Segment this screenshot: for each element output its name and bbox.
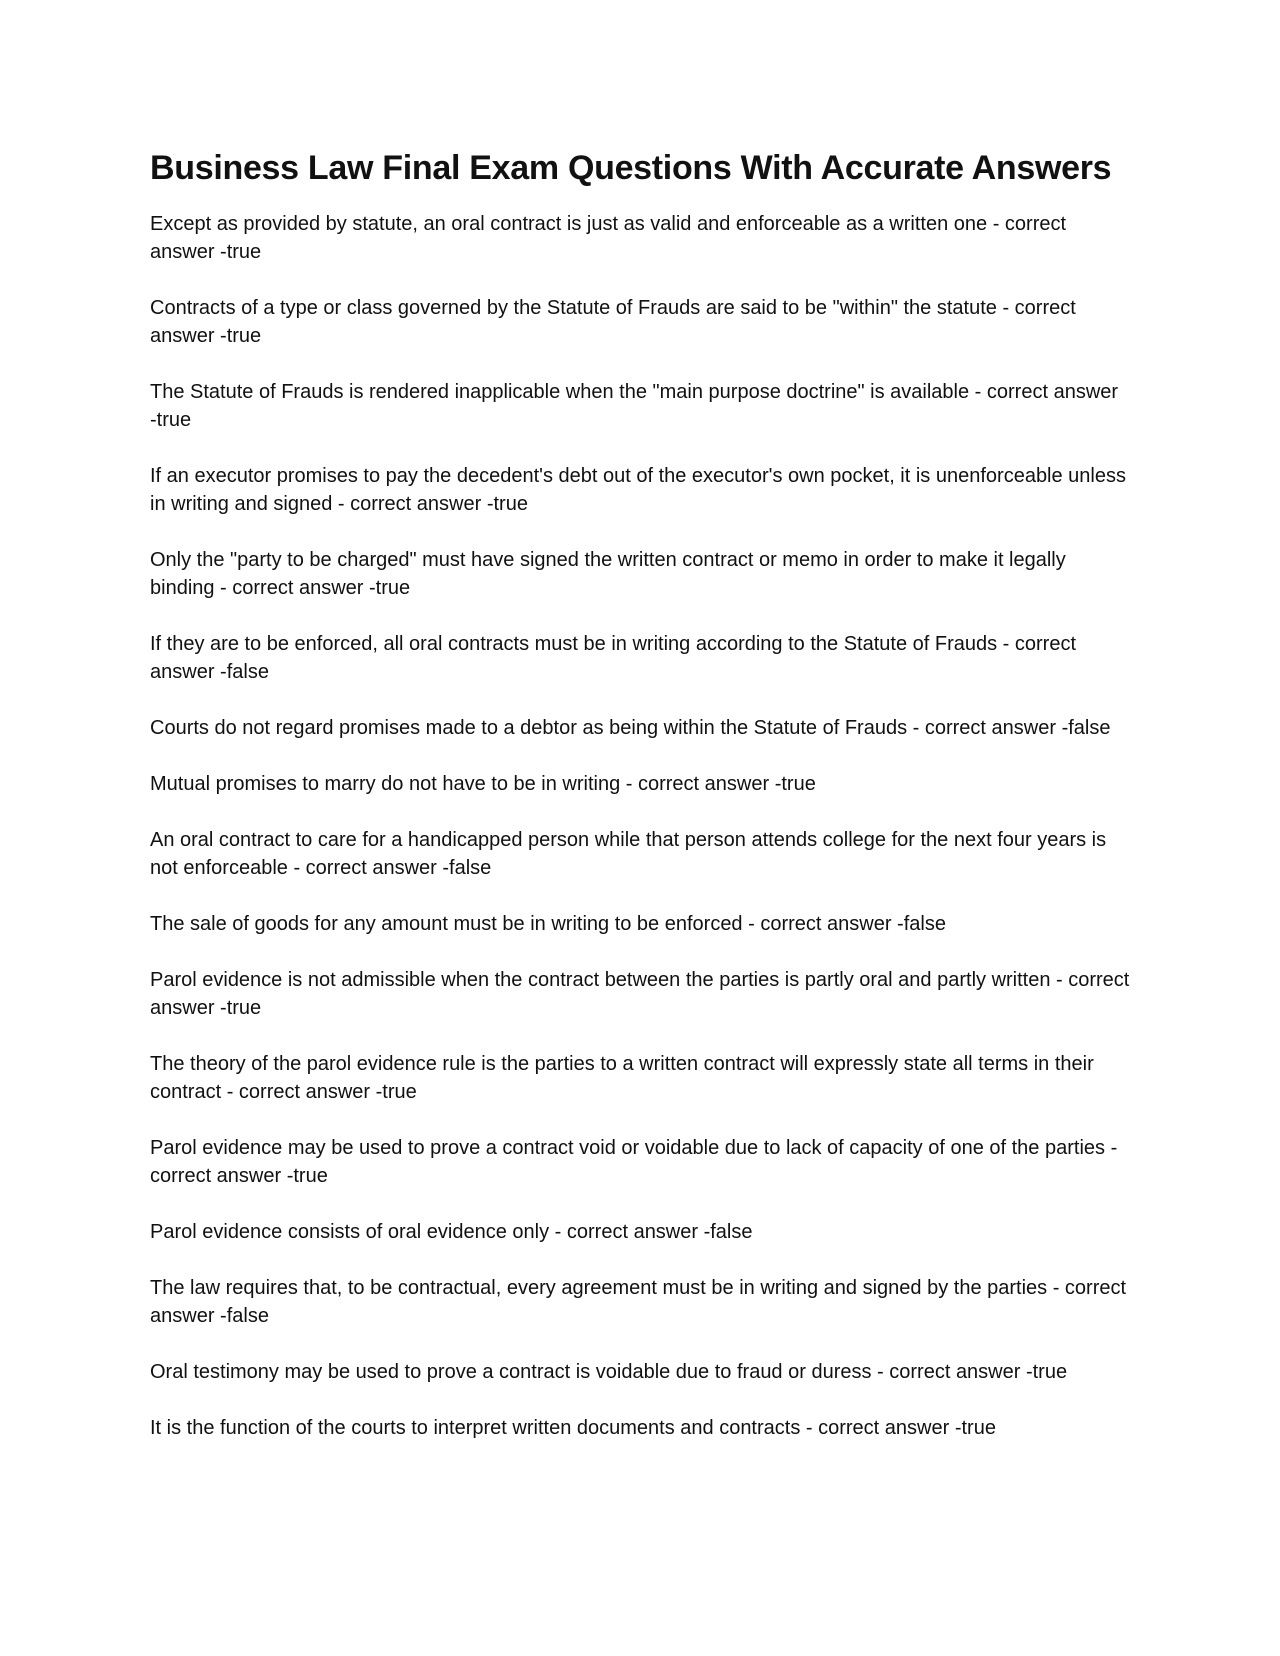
question-item: If an executor promises to pay the decedent's debt out of the executor's own pocket, it is unenforceable unless in writing and signed - correct answer -true xyxy=(150,465,1126,515)
question-item: Mutual promises to marry do not have to be in writing - correct answer -true xyxy=(150,773,816,795)
document-page xyxy=(150,148,1130,1470)
question-item: The law requires that, to be contractual, every agreement must be in writing and signed by the parties - correct answer -false xyxy=(150,1277,1127,1327)
question-item: The sale of goods for any amount must be in writing to be enforced - correct answer -false xyxy=(150,913,946,935)
question-item: Courts do not regard promises made to a debtor as being within the Statute of Frauds - correct answer -false xyxy=(150,717,1111,739)
question-list xyxy=(150,210,1130,1442)
question-item: Only the "party to be charged" must have signed the written contract or memo in order to make it legally binding - correct answer -true xyxy=(150,549,1066,599)
question-item: Except as provided by statute, an oral contract is just as valid and enforceable as a written one - correct answer -true xyxy=(150,213,1067,263)
question-item: The theory of the parol evidence rule is the parties to a written contract will expressly state all terms in their contract - correct answer -true xyxy=(150,1053,1094,1103)
question-item: Parol evidence is not admissible when the contract between the parties is partly oral and partly written - correct answer -true xyxy=(150,969,1130,1019)
question-item: It is the function of the courts to interpret written documents and contracts - correct answer -true xyxy=(150,1417,996,1439)
question-item: Parol evidence may be used to prove a contract void or voidable due to lack of capacity of one of the parties - correct answer -true xyxy=(150,1137,1118,1187)
question-item: The Statute of Frauds is rendered inapplicable when the "main purpose doctrine" is available - correct answer -true xyxy=(150,381,1119,431)
question-item: Parol evidence consists of oral evidence only - correct answer -false xyxy=(150,1221,753,1243)
question-item: An oral contract to care for a handicapped person while that person attends college for the next four years is not enforceable - correct answer -false xyxy=(150,829,1107,879)
question-item: Contracts of a type or class governed by the Statute of Frauds are said to be "within" the statute - correct answer -true xyxy=(150,297,1076,347)
document-title: Business Law Final Exam Questions With Accurate Answers xyxy=(150,149,1112,187)
question-item: Oral testimony may be used to prove a contract is voidable due to fraud or duress - correct answer -true xyxy=(150,1361,1068,1383)
question-item: If they are to be enforced, all oral contracts must be in writing according to the Statute of Frauds - correct answer -false xyxy=(150,633,1077,683)
